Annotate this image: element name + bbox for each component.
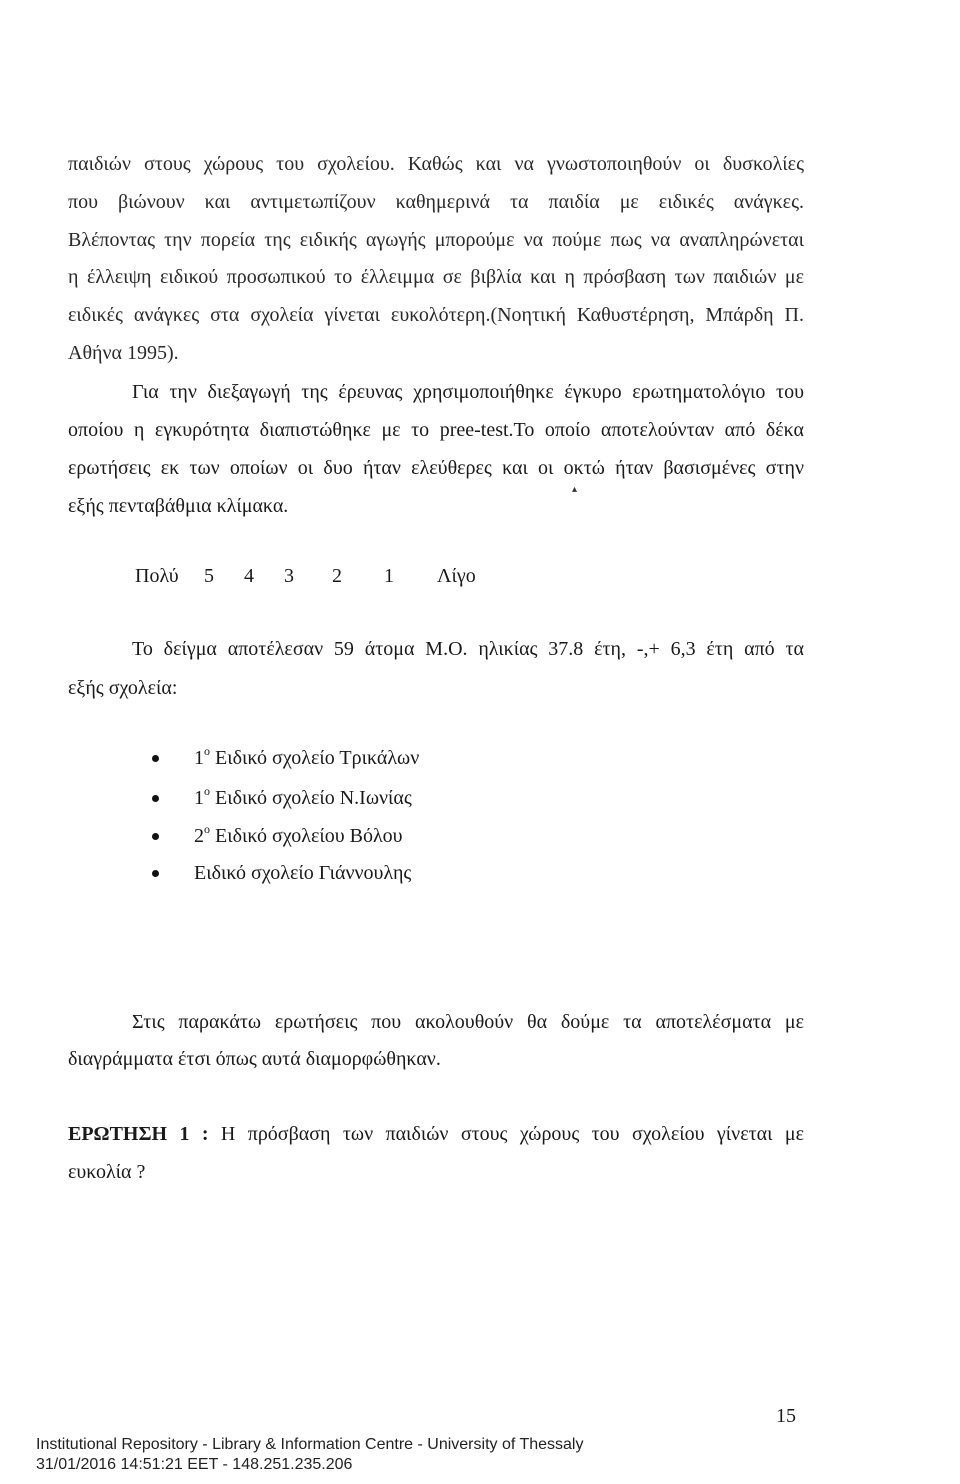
paragraph4-line1: Στις παρακάτω ερωτήσεις που ακολουθούν θα δούμε τα αποτελέσματα με xyxy=(132,1011,804,1033)
scale-value-4: 4 xyxy=(244,565,254,587)
scale-value-5: 5 xyxy=(204,565,214,587)
question1-label: ΕΡΩΤΗΣΗ 1 xyxy=(68,1123,190,1145)
school-name: $2^o$ Ειδικό σχολείου Βόλου xyxy=(194,822,403,847)
paragraph2-line1: Για την διεξαγωγή της έρευνας χρησιμοποιήθηκε έγκυρο ερωτηματολόγιο του xyxy=(132,381,804,403)
question1-line1 xyxy=(68,1122,804,1146)
paragraph1-line2: που βιώνουν και αντιμετωπίζουν καθημερινά τα παιδία με ειδικές ανάγκες. xyxy=(68,191,804,213)
scan-speck: ▴ xyxy=(572,484,578,495)
school-name: $1^o$ Ειδικό σχολείο Τρικάλων xyxy=(194,744,420,769)
paragraph1-line4: η έλλειψη ειδικού προσωπικού το έλλειμμα σε βιβλία και η πρόσβαση των παιδιών με xyxy=(68,266,804,288)
bullet-icon xyxy=(152,795,159,802)
school-name: Ειδικό σχολείο Γιάννουλης xyxy=(194,862,412,884)
paragraph2-line4: εξής πενταβάθμια κλίμακα. xyxy=(68,495,289,517)
question1-separator: : xyxy=(189,1123,221,1145)
scale-value-1: 1 xyxy=(384,565,394,587)
school-name: $1^o$ Ειδικό σχολείο Ν.Ιωνίας xyxy=(194,784,412,809)
paragraph1-line6: Αθήνα 1995). xyxy=(68,342,179,364)
paragraph3-line2: εξής σχολεία: xyxy=(68,677,178,699)
scale-high-label: Πολύ xyxy=(135,565,179,587)
paragraph4-line2: διαγράμματα έτσι όπως αυτά διαμορφώθηκαν. xyxy=(68,1048,441,1070)
scale-low-label: Λίγο xyxy=(437,565,476,587)
paragraph2-line2: οποίου η εγκυρότητα διαπιστώθηκε με το pree-test.Το οποίο αποτελούνταν από δέκα xyxy=(68,419,804,441)
question1-line2: ευκολία ? xyxy=(68,1161,146,1183)
bullet-icon xyxy=(152,870,159,877)
paragraph3-line1: Το δείγμα αποτέλεσαν 59 άτομα Μ.Ο. ηλικίας 37.8 έτη, -,+ 6,3 έτη από τα xyxy=(132,638,804,660)
paragraph2-line3: ερωτήσεις εκ των οποίων οι δυο ήταν ελεύθερες και οι οκτώ ήταν βασισμένες στην xyxy=(68,457,804,479)
bullet-icon xyxy=(152,833,159,840)
bullet-icon xyxy=(152,755,159,762)
scale-value-3: 3 xyxy=(284,565,294,587)
paragraph1-line1: παιδιών στους χώρους του σχολείου. Καθώς και να γνωστοποιηθούν οι δυσκολίες xyxy=(68,153,804,175)
question1-text: Η πρόσβαση των παιδιών στους χώρους του σχολείου γίνεται με xyxy=(220,1123,804,1145)
paragraph1-line3: Βλέποντας την πορεία της ειδικής αγωγής μπορούμε να πούμε πως να αναπληρώνεται xyxy=(68,229,804,251)
footer-timestamp: 31/01/2016 14:51:21 EET - 148.251.235.206 xyxy=(36,1456,353,1473)
paragraph1-line5: ειδικές ανάγκες στα σχολεία γίνεται ευκολότερη.(Νοητική Καθυστέρηση, Μπάρδη Π. xyxy=(68,304,804,326)
footer-repository: Institutional Repository - Library & Information Centre - University of Thessaly xyxy=(36,1436,584,1453)
scale-value-2: 2 xyxy=(332,565,342,587)
page-number: 15 xyxy=(776,1405,796,1427)
